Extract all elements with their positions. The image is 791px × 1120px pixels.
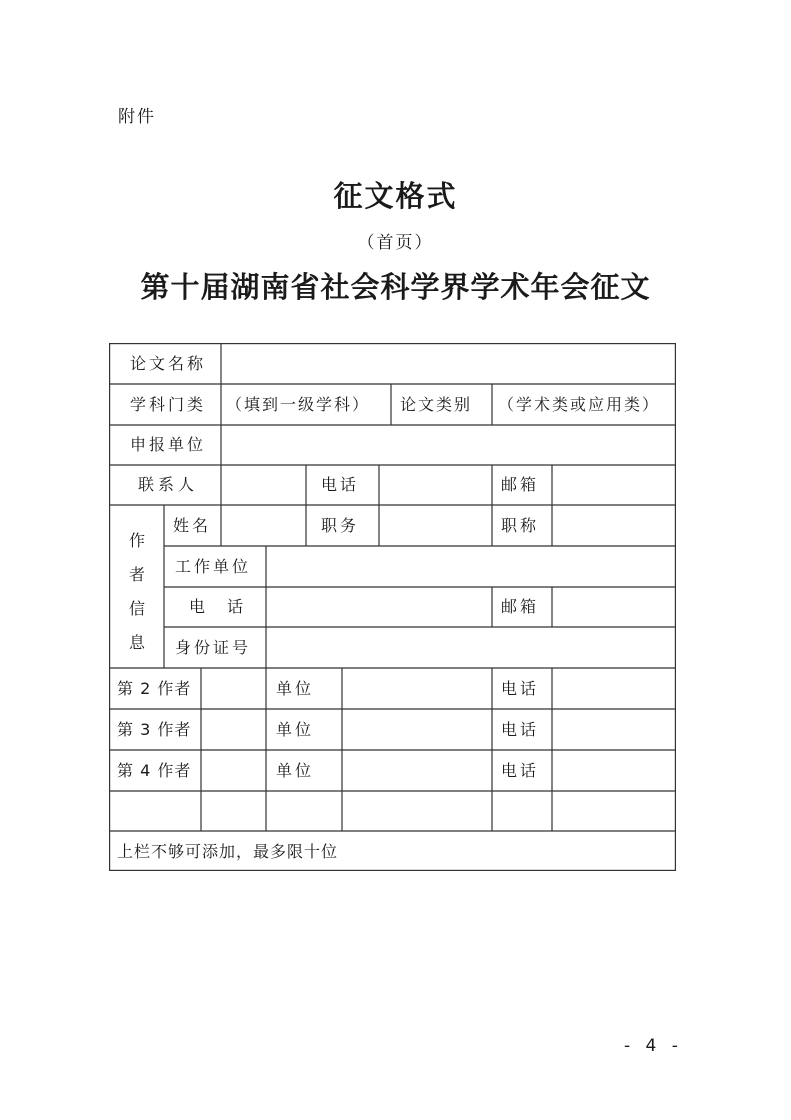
footer-note: 上栏不够可添加，最多限十位: [117, 842, 339, 861]
author-email-label: 邮箱: [501, 597, 540, 616]
second-author-unit-label: 单位: [276, 679, 315, 698]
author-name-label: 姓名: [173, 516, 212, 535]
paper-category-hint[interactable]: （学术类或应用类）: [498, 395, 661, 414]
work-unit-field[interactable]: [267, 547, 674, 586]
essay-heading: 第十届湖南省社会科学界学术年会征文: [140, 270, 651, 304]
author-info-label: 作 者 信 息: [128, 531, 145, 652]
author-position-label: 职务: [321, 516, 360, 535]
second-author-phone-label: 电话: [501, 679, 540, 698]
contact-phone-field[interactable]: [380, 466, 491, 504]
contact-person-field[interactable]: [222, 466, 305, 504]
contact-phone-label: 电话: [321, 475, 360, 494]
id-number-label: 身份证号: [175, 638, 252, 657]
paper-name-field[interactable]: [222, 344, 674, 383]
page-number: - 4 -: [624, 1036, 683, 1056]
author-position-field[interactable]: [380, 506, 491, 545]
id-number-field[interactable]: [267, 628, 674, 667]
discipline-label: 学科门类: [130, 395, 207, 414]
author-name-field[interactable]: [222, 506, 305, 545]
author-phone-field[interactable]: [267, 588, 491, 626]
applicant-unit-label: 申报单位: [130, 435, 207, 454]
third-author-unit-label: 单位: [276, 720, 315, 739]
contact-email-label: 邮箱: [501, 475, 540, 494]
second-author-label: 第 2 作者: [117, 679, 192, 698]
contact-email-field[interactable]: [553, 466, 674, 504]
submission-form-table: [109, 343, 676, 871]
fourth-author-label: 第 4 作者: [117, 761, 192, 780]
page-title: 征文格式: [333, 179, 458, 213]
applicant-unit-field[interactable]: [222, 426, 674, 464]
author-email-field[interactable]: [553, 588, 674, 626]
page-subtitle: （首页）: [357, 233, 434, 253]
third-author-phone-label: 电话: [501, 720, 540, 739]
author-title-field[interactable]: [553, 506, 674, 545]
author-phone-label: 电 话: [189, 597, 247, 616]
paper-name-label: 论文名称: [130, 354, 207, 373]
contact-person-label: 联系人: [138, 475, 199, 494]
third-author-label: 第 3 作者: [117, 720, 192, 739]
fourth-author-unit-label: 单位: [276, 761, 315, 780]
paper-category-label: 论文类别: [400, 395, 473, 414]
fourth-author-phone-label: 电话: [501, 761, 540, 780]
work-unit-label: 工作单位: [175, 557, 252, 576]
discipline-hint[interactable]: （填到一级学科）: [226, 395, 371, 414]
attachment-label: 附件: [118, 107, 156, 127]
author-title-label: 职称: [501, 516, 540, 535]
